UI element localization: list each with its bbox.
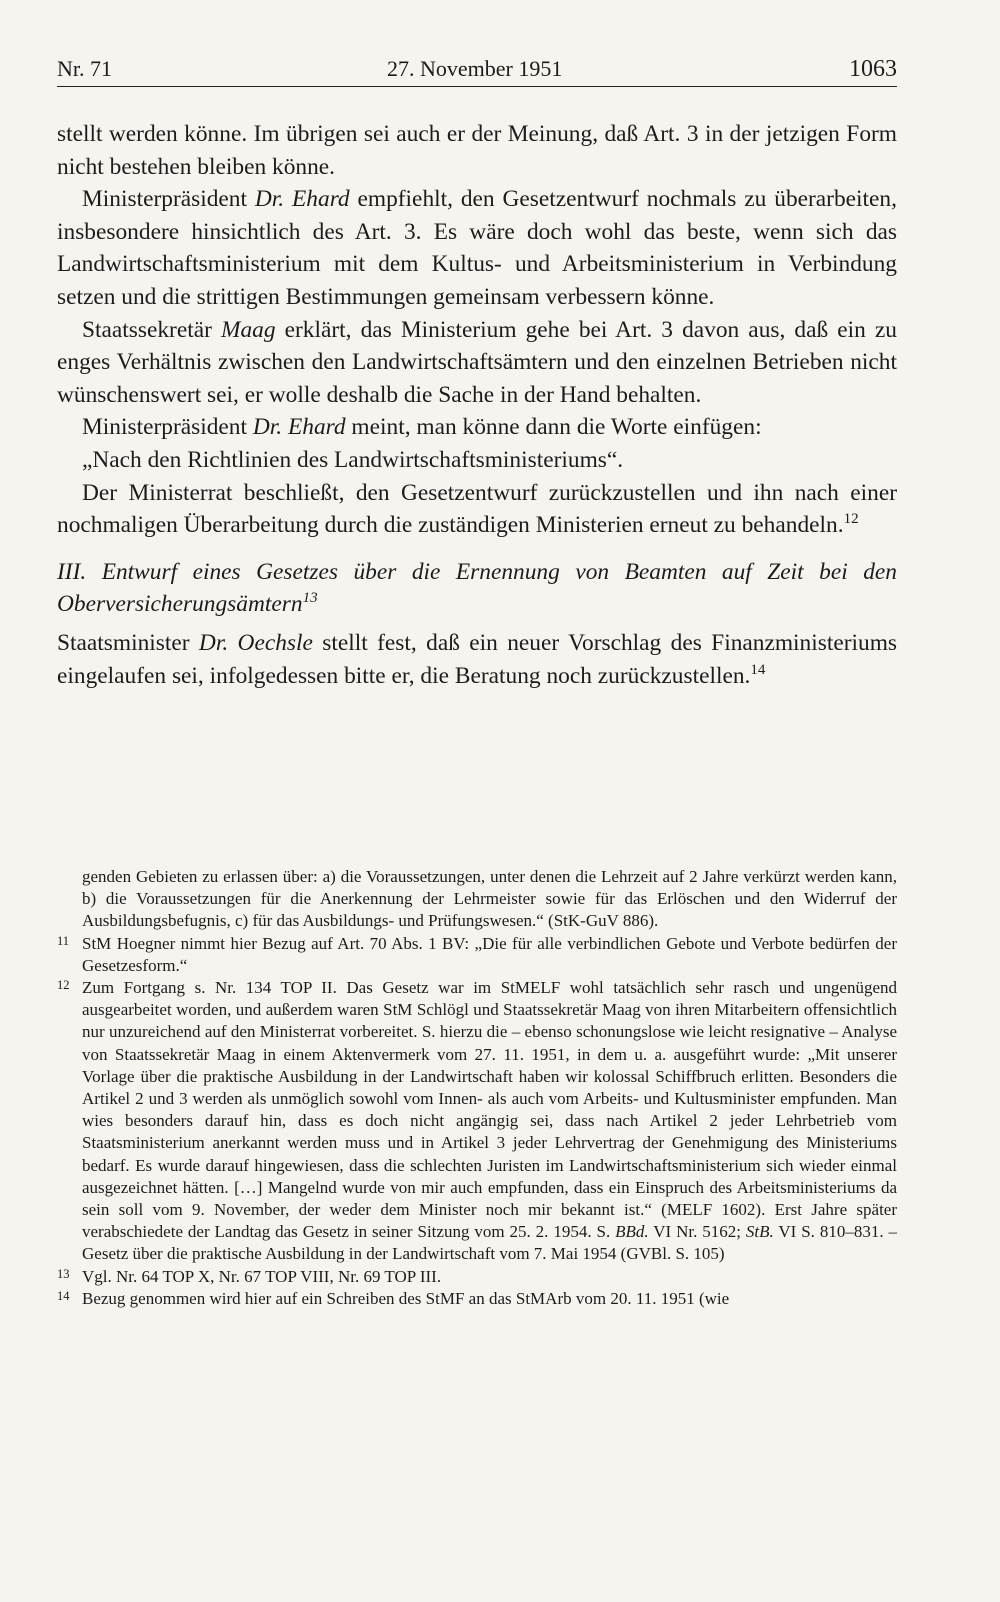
speaker-name: Dr. Ehard: [252, 414, 346, 441]
footnote-ref[interactable]: 12: [843, 511, 859, 528]
footnote-number: 12: [57, 978, 70, 993]
footnote-number: 13: [57, 1266, 70, 1281]
paragraph-oechsle: Staatsminister Dr. Oechsle stellt fest, daß ein neuer Vorschlag des Finanzministeriums eingelaufen sei, infolgedessen bitte er, die Beratung noch zurückzustellen.$^{14}$: [57, 629, 897, 689]
paragraph-ehard-1: Ministerpräsident Dr. Ehard empfiehlt, den Gesetzentwurf nochmals zu überarbeiten, insbesondere hinsichtlich des Art. 3. Es wäre doch wohl das beste, wenn sich das Landwirtschaftsministerium mit dem Kultus- und Arbeitsministerium in Verbindung setzen und die strittigen Bestimmungen gemeinsam verbessern könne.: [57, 186, 897, 310]
footnote-continuation: genden Gebieten zu erlassen über: a) die Voraussetzungen, unter denen die Lehrzeit auf 2 Jahre verkürzt werden kann, b) die Voraussetzungen für die Anerkennung der Lehrmeister sowie für das Erlöschen und den Widerruf der Ausbildungsbefugnis, c) für das Ausbildungs- und Prüfungswesen.“ (StK-GuV 886).: [82, 867, 897, 931]
document-number: Nr. 71: [57, 56, 112, 81]
main-text: [57, 118, 897, 692]
quoted-wording: „Nach den Richtlinien des Landwirtschaftsministeriums“.: [82, 446, 624, 473]
footnotes: [57, 866, 897, 1310]
speaker-name: Dr. Oechsle: [198, 629, 313, 656]
page-number: 1063: [849, 56, 897, 82]
running-header: [57, 52, 897, 87]
paragraph-maag: Staatssekretär Maag erklärt, das Ministerium gehe bei Art. 3 davon aus, daß ein zu enges Verhältnis zwischen den Landwirtschaftsämtern und den einzelnen Betrieben nicht wünschenswert sei, er wolle deshalb die Sache in der Hand behalten.: [57, 316, 897, 408]
paragraph-ehard-2: Ministerpräsident Dr. Ehard meint, man könne dann die Worte einfügen:: [82, 414, 762, 441]
speaker-name: Dr. Ehard: [254, 186, 350, 213]
footnote-13: 13 Vgl. Nr. 64 TOP X, Nr. 67 TOP VIII, Nr. 69 TOP III.: [57, 1266, 897, 1288]
agenda-heading: III. Entwurf eines Gesetzes über die Ernennung von Beamten auf Zeit bei den Oberversicherungsämtern$^{13}$: [57, 558, 897, 618]
footnote-number: 14: [57, 1288, 70, 1303]
paragraph-decision: Der Ministerrat beschließt, den Gesetzentwurf zurückzustellen und ihn nach einer nochmaligen Überarbeitung durch die zuständigen Ministerien erneut zu behandeln.$^{12}$: [57, 479, 897, 539]
speaker-name: Maag: [220, 316, 276, 343]
footnote-number: 11: [57, 933, 70, 948]
footnote-12: 12 Zum Fortgang s. Nr. 134 TOP II. Das Gesetz war im StMELF wohl tatsächlich sehr rasch und ungenügend ausgearbeitet worden, und außerdem waren StM Schlögl und Staatssekretär Maag von ihren Mitarbeitern offensichtlich nur unzureichend auf den Ministerrat vorbereitet. S. hierzu die – ebenso schonungslose wie leicht resignative – Analyse von Staatssekretär Maag in einem Aktenvermerk vom 27. 11. 1951, in dem u. a. ausgeführt wurde: „Mit unserer Vorlage über die praktische Ausbildung in der Landwirtschaft haben wir kolossal Schiffbruch erlitten. Besonders die Artikel 2 und 3 werden als unmöglich sowohl vom Innen- als auch vom Arbeits- und Kultusminister empfunden. Man wies besonders darauf hin, dass es doch nicht angängig sei, dass nach Artikel 2 jeder Lehrbetrieb vom Staatsministerium anerkannt werden muss und in Artikel 3 jeder Lehrvertrag der Genehmigung des Ministeriums bedarf. Es wurde darauf hingewiesen, dass die schlechten Juristen im Landwirtschaftsministerium sich wieder einmal ausgezeichnet hätten. […] Mangelnd wurde von mir auch empfunden, dass ein Einspruch des Arbeitsministeriums da sein soll vom 9. November, der weder dem Minister noch mir bekannt ist.“ (MELF 1602). Erst Jahre später verabschiedete der Landtag das Gesetz in seiner Sitzung vom 25. 2. 1954. S. BBd. VI Nr. 5162; StB. VI S. 810–831. – Gesetz über die praktische Ausbildung in der Landwirtschaft vom 7. Mai 1954 (GVBl. S. 105): [57, 977, 897, 1266]
session-date: 27. November 1951: [387, 56, 563, 81]
footnote-ref[interactable]: 14: [750, 661, 766, 678]
footnote-14: 14 Bezug genommen wird hier auf ein Schreiben des StMF an das StMArb vom 20. 11. 1951 (wie: [57, 1288, 897, 1310]
footnote-11: 11 StM Hoegner nimmt hier Bezug auf Art. 70 Abs. 1 BV: „Die für alle verbindlichen Gebote und Verbote bedürfen der Gesetzesform.“: [57, 933, 897, 977]
paragraph-continuation: stellt werden könne. Im übrigen sei auch er der Meinung, daß Art. 3 in der jetzigen Form nicht bestehen bleiben könne.: [57, 121, 897, 180]
footnote-ref[interactable]: 13: [302, 590, 318, 607]
